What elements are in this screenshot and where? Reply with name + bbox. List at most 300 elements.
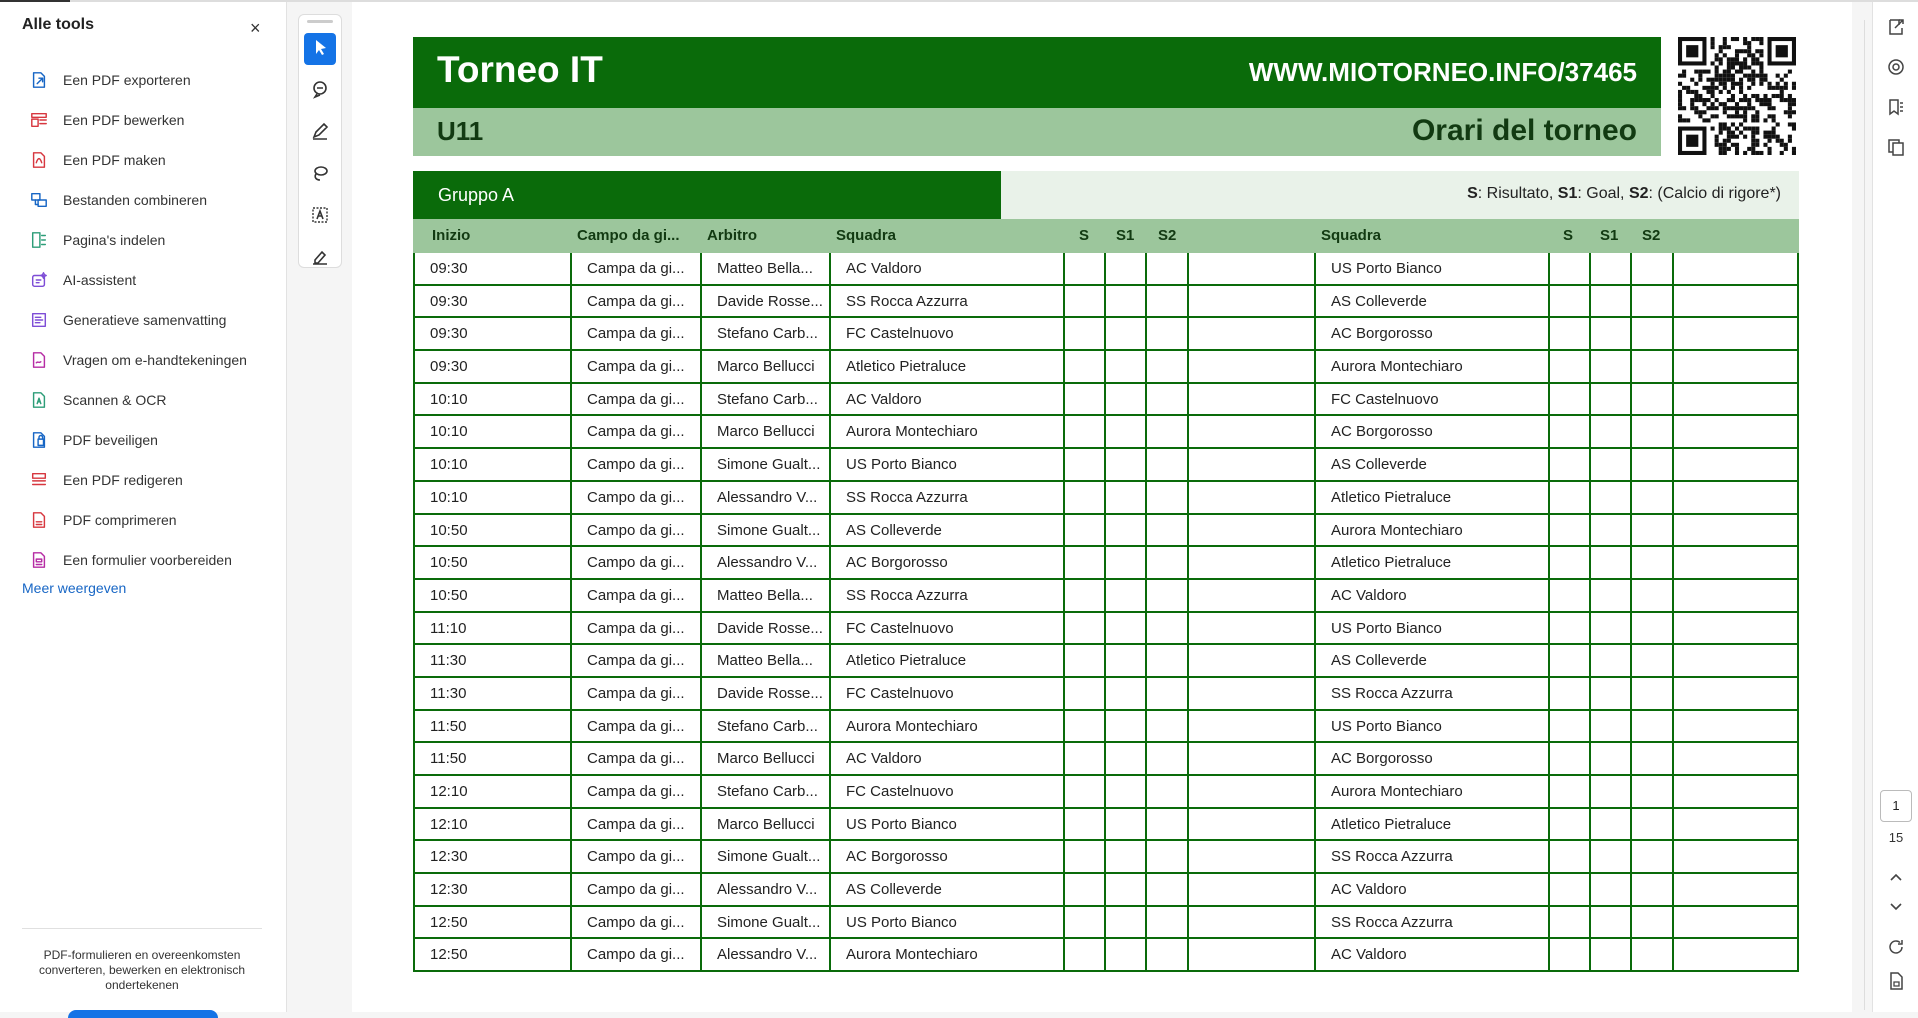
table-row: [413, 809, 1799, 842]
cell-score: [1104, 613, 1145, 644]
col-field: Campo da gi...: [577, 227, 680, 244]
cell-time: 12:30: [413, 874, 570, 905]
cell-score: [1104, 809, 1145, 840]
tool-item-label: Een formulier voorbereiden: [63, 552, 232, 568]
draw-tool-button[interactable]: [304, 159, 336, 191]
cell-referee: Alessandro V...: [700, 874, 829, 905]
tool-item-label: Een PDF bewerken: [63, 112, 185, 128]
cursor-icon: [310, 37, 330, 62]
cell-referee: Matteo Bella...: [700, 645, 829, 676]
cell-score: [1063, 874, 1104, 905]
prepare-form-icon: [30, 551, 48, 569]
cell-score: [1145, 645, 1187, 676]
select-tool-button[interactable]: [304, 33, 336, 65]
cell-home: AC Valdoro: [829, 743, 1063, 774]
qr-code: [1678, 37, 1796, 155]
match-table: [413, 253, 1799, 972]
cell-referee: Alessandro V...: [700, 547, 829, 578]
cell-referee: Marco Bellucci: [700, 351, 829, 382]
cell-away: US Porto Bianco: [1314, 253, 1548, 284]
export-button[interactable]: [1885, 18, 1907, 40]
cell-referee: Matteo Bella...: [700, 580, 829, 611]
cell-score: [1145, 515, 1187, 546]
cell-field: Campo da gi...: [570, 907, 700, 938]
cell-score: [1187, 613, 1314, 644]
table-row: [413, 449, 1799, 482]
cell-score: [1630, 809, 1672, 840]
combine-files-icon: [30, 191, 48, 209]
cell-score: [1145, 939, 1187, 970]
cell-score: [1589, 580, 1630, 611]
right-rail: [1872, 2, 1918, 1012]
tool-item-label: Een PDF maken: [63, 152, 166, 168]
cell-score: [1548, 841, 1589, 872]
cell-score: [1630, 645, 1672, 676]
redact-pdf-icon: [30, 471, 48, 489]
cell-referee: Marco Bellucci: [700, 416, 829, 447]
cell-referee: Simone Gualt...: [700, 841, 829, 872]
tool-item-generative-summary[interactable]: [0, 300, 286, 340]
table-row: [413, 711, 1799, 744]
cell-score: [1063, 253, 1104, 284]
cell-score: [1187, 645, 1314, 676]
cell-score: [1548, 482, 1589, 513]
cell-score: [1630, 449, 1672, 480]
cell-score: [1187, 547, 1314, 578]
legend-s2: S2: [1628, 185, 1649, 202]
bookmarks-icon: [1886, 97, 1906, 122]
show-more-link[interactable]: Meer weergeven: [22, 580, 127, 596]
cell-score: [1630, 939, 1672, 970]
cell-score: [1187, 743, 1314, 774]
cell-home: FC Castelnuovo: [829, 678, 1063, 709]
col-s2-away: S2: [1642, 227, 1661, 244]
export-pdf-icon: [30, 71, 48, 89]
cell-score: [1630, 416, 1672, 447]
cell-field: Campa da gi...: [570, 776, 700, 807]
cell-score: [1630, 384, 1672, 415]
cell-score: [1672, 743, 1799, 774]
cell-score: [1187, 776, 1314, 807]
cell-field: Campo da gi...: [570, 449, 700, 480]
cell-field: Campo da gi...: [570, 841, 700, 872]
edit-pdf-icon: [30, 111, 48, 129]
cell-score: [1187, 580, 1314, 611]
col-team-home: Squadra: [836, 227, 897, 244]
cell-home: Atletico Pietraluce: [829, 645, 1063, 676]
cell-score: [1630, 874, 1672, 905]
cell-score: [1063, 449, 1104, 480]
cell-score: [1145, 351, 1187, 382]
cell-score: [1589, 776, 1630, 807]
cell-field: Campa da gi...: [570, 351, 700, 382]
table-row: [413, 351, 1799, 384]
cell-score: [1104, 743, 1145, 774]
cell-score: [1145, 743, 1187, 774]
cell-score: [1104, 580, 1145, 611]
cell-score: [1548, 286, 1589, 317]
table-row: [413, 515, 1799, 548]
cell-score: [1672, 678, 1799, 709]
cell-field: Campa da gi...: [570, 613, 700, 644]
cell-score: [1063, 580, 1104, 611]
toolbar-grip[interactable]: [307, 20, 333, 23]
cell-score: [1063, 711, 1104, 742]
group-name: Gruppo A: [413, 171, 1001, 219]
refresh-icon: [1886, 937, 1906, 962]
cell-score: [1187, 711, 1314, 742]
cell-score: [1548, 580, 1589, 611]
cell-away: SS Rocca Azzurra: [1314, 678, 1548, 709]
scan-ocr-icon: [30, 391, 48, 409]
cell-score: [1589, 678, 1630, 709]
cell-score: [1630, 776, 1672, 807]
cell-score: [1548, 613, 1589, 644]
tool-item-edit-pdf[interactable]: [0, 100, 286, 140]
cell-score: [1104, 907, 1145, 938]
cell-field: Campa da gi...: [570, 384, 700, 415]
cell-score: [1063, 482, 1104, 513]
cell-score: [1104, 711, 1145, 742]
cell-score: [1145, 776, 1187, 807]
sign-pen-icon: [310, 247, 330, 272]
tournament-title: Torneo IT: [437, 49, 603, 90]
tool-item-label: Bestanden combineren: [63, 192, 207, 208]
copy-pages-button[interactable]: [1885, 138, 1907, 160]
tool-item-protect-pdf[interactable]: [0, 420, 286, 460]
cell-time: 09:30: [413, 318, 570, 349]
cell-score: [1548, 678, 1589, 709]
cell-score: [1104, 841, 1145, 872]
cell-time: 11:30: [413, 645, 570, 676]
cell-score: [1548, 743, 1589, 774]
comment-icon: [310, 79, 330, 104]
cell-away: AS Colleverde: [1314, 645, 1548, 676]
cell-score: [1187, 351, 1314, 382]
cell-score: [1104, 351, 1145, 382]
lasso-icon: [310, 163, 330, 188]
cell-time: 10:10: [413, 449, 570, 480]
table-row: [413, 613, 1799, 646]
table-row: [413, 318, 1799, 351]
cell-away: AC Borgorosso: [1314, 743, 1548, 774]
cell-away: US Porto Bianco: [1314, 711, 1548, 742]
cell-field: Campa da gi...: [570, 318, 700, 349]
cell-score: [1187, 482, 1314, 513]
upgrade-button[interactable]: [68, 1010, 218, 1018]
cell-score: [1548, 416, 1589, 447]
cell-score: [1104, 645, 1145, 676]
current-page-input[interactable]: 1: [1880, 790, 1912, 822]
tool-item-organize-pages[interactable]: [0, 220, 286, 260]
cell-score: [1672, 351, 1799, 382]
cell-score: [1063, 416, 1104, 447]
cell-score: [1104, 253, 1145, 284]
cell-referee: Simone Gualt...: [700, 449, 829, 480]
legend-s1: S1: [1557, 185, 1578, 202]
cell-field: Campa da gi...: [570, 286, 700, 317]
cell-score: [1672, 384, 1799, 415]
cell-score: [1672, 580, 1799, 611]
cell-score: [1630, 841, 1672, 872]
cell-field: Campa da gi...: [570, 678, 700, 709]
cell-score: [1672, 645, 1799, 676]
cell-score: [1187, 678, 1314, 709]
cell-score: [1145, 482, 1187, 513]
tournament-url: WWW.MIOTORNEO.INFO/37465: [1248, 57, 1637, 87]
table-row: [413, 580, 1799, 613]
cell-score: [1145, 613, 1187, 644]
cell-score: [1063, 678, 1104, 709]
tools-footer-text: PDF-formulieren en overeenkomsten converteren, bewerken en elektronisch ondertekenen: [38, 948, 246, 992]
cell-time: 11:50: [413, 743, 570, 774]
cell-score: [1672, 907, 1799, 938]
cell-score: [1630, 547, 1672, 578]
col-start: Inizio: [432, 227, 471, 244]
cell-score: [1672, 874, 1799, 905]
cell-score: [1187, 253, 1314, 284]
tool-item-request-esign[interactable]: [0, 340, 286, 380]
cell-score: [1630, 613, 1672, 644]
divider: [22, 928, 262, 929]
tool-item-label: PDF beveiligen: [63, 432, 158, 448]
table-row: [413, 874, 1799, 907]
cell-referee: Marco Bellucci: [700, 809, 829, 840]
close-icon[interactable]: ×: [250, 18, 261, 38]
refresh-button[interactable]: [1885, 938, 1907, 960]
tool-item-label: AI-assistent: [63, 272, 137, 288]
cell-score: [1589, 416, 1630, 447]
cell-time: 10:50: [413, 580, 570, 611]
cell-home: US Porto Bianco: [829, 809, 1063, 840]
cell-score: [1548, 874, 1589, 905]
tool-item-label: Een PDF redigeren: [63, 472, 183, 488]
cell-score: [1187, 841, 1314, 872]
cell-score: [1630, 580, 1672, 611]
cell-score: [1104, 678, 1145, 709]
tool-item-export-pdf[interactable]: [0, 60, 286, 100]
cell-score: [1104, 515, 1145, 546]
col-team-away: Squadra: [1321, 227, 1382, 244]
page-down-button[interactable]: [1885, 898, 1907, 920]
cell-score: [1589, 515, 1630, 546]
col-s1-away: S1: [1600, 227, 1619, 244]
cell-score: [1630, 351, 1672, 382]
quick-tools-toolbar: [298, 14, 342, 268]
tool-item-compress-pdf[interactable]: [0, 500, 286, 540]
tool-item-combine-files[interactable]: [0, 180, 286, 220]
cell-score: [1187, 449, 1314, 480]
cell-away: Aurora Montechiaro: [1314, 515, 1548, 546]
cell-score: [1063, 286, 1104, 317]
cell-time: 12:50: [413, 907, 570, 938]
cell-score: [1145, 547, 1187, 578]
cell-time: 10:10: [413, 482, 570, 513]
score-legend: [1467, 185, 1781, 203]
cell-score: [1672, 711, 1799, 742]
tool-item-label: Vragen om e-handtekeningen: [63, 352, 247, 368]
cell-score: [1145, 678, 1187, 709]
cell-score: [1145, 286, 1187, 317]
pen-icon: [310, 121, 330, 146]
cell-away: SS Rocca Azzurra: [1314, 907, 1548, 938]
cell-score: [1548, 776, 1589, 807]
cell-referee: Alessandro V...: [700, 482, 829, 513]
cell-score: [1145, 384, 1187, 415]
sign-tool-button[interactable]: [304, 243, 336, 275]
total-pages: 15: [1888, 830, 1904, 845]
cell-time: 12:50: [413, 939, 570, 970]
cell-score: [1104, 874, 1145, 905]
cell-home: Aurora Montechiaro: [829, 416, 1063, 447]
tool-item-label: Een PDF exporteren: [63, 72, 191, 88]
cell-time: 11:50: [413, 711, 570, 742]
cell-away: AS Colleverde: [1314, 449, 1548, 480]
cell-score: [1548, 645, 1589, 676]
table-row: [413, 907, 1799, 940]
table-row: [413, 482, 1799, 515]
cell-score: [1630, 253, 1672, 284]
cell-score: [1548, 907, 1589, 938]
cell-score: [1145, 416, 1187, 447]
tool-list: [0, 60, 286, 580]
cell-time: 09:30: [413, 253, 570, 284]
legend-s1-text: : Goal,: [1577, 185, 1629, 202]
age-group: U11: [437, 116, 484, 146]
cell-field: Campo da gi...: [570, 515, 700, 546]
cell-time: 10:10: [413, 416, 570, 447]
legend-s2-text: : (Calcio di rigore*): [1648, 185, 1781, 202]
cell-home: US Porto Bianco: [829, 449, 1063, 480]
cell-score: [1104, 482, 1145, 513]
cell-score: [1063, 351, 1104, 382]
cell-score: [1104, 776, 1145, 807]
cell-time: 09:30: [413, 351, 570, 382]
cell-home: Atletico Pietraluce: [829, 351, 1063, 382]
table-row: [413, 776, 1799, 809]
cell-away: Aurora Montechiaro: [1314, 776, 1548, 807]
cell-score: [1548, 384, 1589, 415]
cell-home: AS Colleverde: [829, 515, 1063, 546]
page-thumbnail-icon: [1886, 971, 1906, 996]
cell-score: [1548, 449, 1589, 480]
tournament-subheader: [413, 108, 1661, 156]
cell-score: [1630, 743, 1672, 774]
cell-away: AC Valdoro: [1314, 939, 1548, 970]
protect-pdf-icon: [30, 431, 48, 449]
cell-field: Campa da gi...: [570, 711, 700, 742]
cell-score: [1145, 449, 1187, 480]
cell-score: [1187, 939, 1314, 970]
cell-score: [1589, 351, 1630, 382]
generative-summary-icon: [30, 311, 48, 329]
cell-score: [1672, 286, 1799, 317]
comment-panel-button[interactable]: [1885, 58, 1907, 80]
comment-tool-button[interactable]: [304, 75, 336, 107]
cell-score: [1187, 809, 1314, 840]
cell-score: [1672, 416, 1799, 447]
cell-time: 11:30: [413, 678, 570, 709]
legend-s-text: : Risultato,: [1477, 185, 1558, 202]
tool-item-label: Generatieve samenvatting: [63, 312, 227, 328]
cell-away: AC Borgorosso: [1314, 416, 1548, 447]
cell-score: [1187, 286, 1314, 317]
cell-home: SS Rocca Azzurra: [829, 286, 1063, 317]
cell-home: AS Colleverde: [829, 874, 1063, 905]
cell-score: [1187, 874, 1314, 905]
cell-time: 11:10: [413, 613, 570, 644]
cell-referee: Davide Rosse...: [700, 678, 829, 709]
cell-score: [1145, 253, 1187, 284]
cell-referee: Alessandro V...: [700, 939, 829, 970]
table-row: [413, 286, 1799, 319]
col-s-away: S: [1563, 227, 1574, 244]
page-thumbnail-button[interactable]: [1885, 972, 1907, 994]
bookmarks-button[interactable]: [1885, 98, 1907, 120]
table-row: [413, 939, 1799, 972]
tool-item-redact-pdf[interactable]: [0, 460, 286, 500]
tool-item-create-pdf[interactable]: [0, 140, 286, 180]
cell-home: US Porto Bianco: [829, 907, 1063, 938]
cell-score: [1145, 874, 1187, 905]
cell-score: [1672, 809, 1799, 840]
cell-score: [1104, 384, 1145, 415]
tool-item-prepare-form[interactable]: [0, 540, 286, 580]
col-s2-home: S2: [1158, 227, 1177, 244]
cell-home: FC Castelnuovo: [829, 613, 1063, 644]
cell-score: [1589, 645, 1630, 676]
export-icon: [1886, 17, 1906, 42]
cell-time: 10:50: [413, 547, 570, 578]
cell-field: Campo da gi...: [570, 874, 700, 905]
cell-score: [1145, 318, 1187, 349]
table-row: [413, 416, 1799, 449]
cell-score: [1548, 711, 1589, 742]
cell-score: [1630, 286, 1672, 317]
text-select-tool-button[interactable]: [304, 201, 336, 233]
cell-score: [1672, 449, 1799, 480]
cell-score: [1548, 809, 1589, 840]
cell-field: Campa da gi...: [570, 416, 700, 447]
page-up-button[interactable]: [1885, 868, 1907, 890]
cell-field: Campa da gi...: [570, 809, 700, 840]
cell-referee: Davide Rosse...: [700, 286, 829, 317]
cell-referee: Stefano Carb...: [700, 384, 829, 415]
cell-home: AC Borgorosso: [829, 547, 1063, 578]
cell-home: Aurora Montechiaro: [829, 711, 1063, 742]
cell-score: [1589, 841, 1630, 872]
highlight-tool-button[interactable]: [304, 117, 336, 149]
ai-assistant-icon: [30, 271, 48, 289]
cell-score: [1672, 515, 1799, 546]
cell-field: Campo da gi...: [570, 482, 700, 513]
cell-field: Campo da gi...: [570, 939, 700, 970]
group-bar: [413, 171, 1799, 219]
tool-item-ai-assistant[interactable]: [0, 260, 286, 300]
cell-score: [1589, 939, 1630, 970]
pdf-page: [352, 2, 1852, 1012]
cell-score: [1063, 809, 1104, 840]
cell-referee: Matteo Bella...: [700, 253, 829, 284]
tool-item-scan-ocr[interactable]: [0, 380, 286, 420]
table-row: [413, 678, 1799, 711]
cell-away: US Porto Bianco: [1314, 613, 1548, 644]
cell-away: Atletico Pietraluce: [1314, 482, 1548, 513]
cell-field: Campa da gi...: [570, 253, 700, 284]
cell-score: [1589, 711, 1630, 742]
cell-referee: Stefano Carb...: [700, 318, 829, 349]
cell-score: [1589, 384, 1630, 415]
